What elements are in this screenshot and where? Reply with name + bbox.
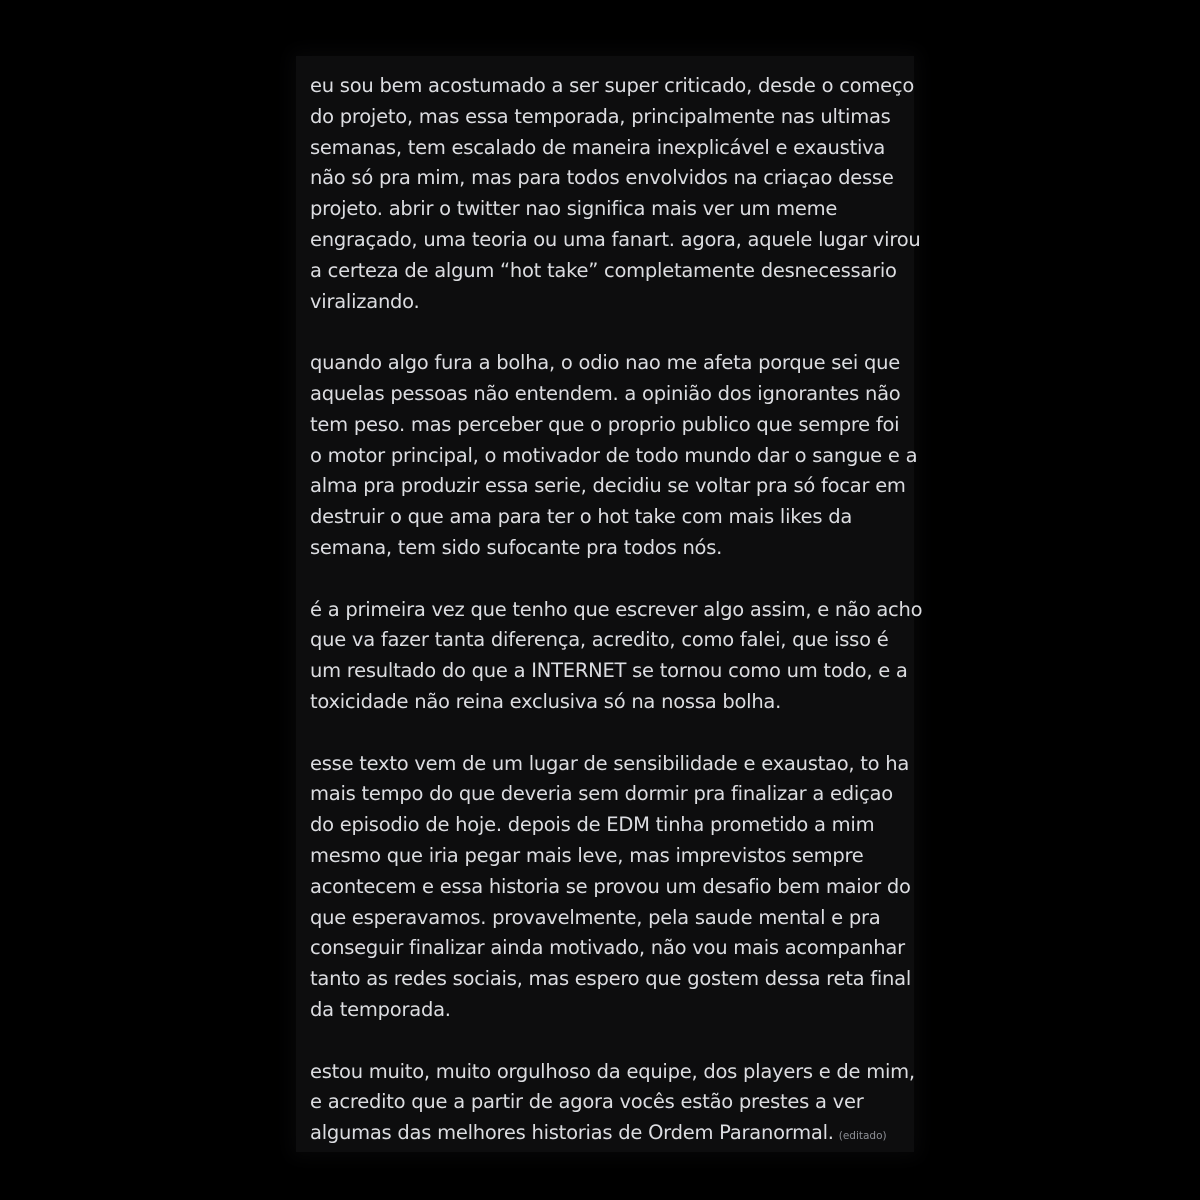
message-line: que va fazer tanta diferença, acredito, como falei, que isso é xyxy=(310,628,889,652)
message-line: projeto. abrir o twitter nao significa mais ver um meme xyxy=(310,197,838,221)
message-line: mais tempo do que deveria sem dormir pra finalizar a ediçao xyxy=(310,782,893,806)
message-line: a certeza de algum “hot take” completamente desnecessario xyxy=(310,258,897,282)
message-line: viralizando. xyxy=(310,289,420,313)
message-line: o motor principal, o motivador de todo mundo dar o sangue e a xyxy=(310,443,918,467)
message-line: que esperavamos. provavelmente, pela saude mental e pra xyxy=(310,905,881,929)
message-line: do projeto, mas essa temporada, principalmente nas ultimas xyxy=(310,104,891,128)
message-line: um resultado do que a INTERNET se tornou como um todo, e a xyxy=(310,659,908,683)
message-paragraph-3 xyxy=(310,595,923,718)
message-line: semanas, tem escalado de maneira inexplicável e exaustiva xyxy=(310,135,886,159)
message-paragraph-2 xyxy=(310,348,920,564)
message-paragraph-4 xyxy=(310,749,920,1026)
message-line: toxicidade não reina exclusiva só na nossa bolha. xyxy=(310,689,782,713)
message-line: do episodio de hoje. depois de EDM tinha prometido a mim xyxy=(310,813,875,837)
message-paragraph-5 xyxy=(310,1057,920,1152)
message-line: não só pra mim, mas para todos envolvidos na criaçao desse xyxy=(310,166,894,190)
message-line: aquelas pessoas não entendem. a opinião dos ignorantes não xyxy=(310,381,901,405)
message-line: da temporada. xyxy=(310,997,451,1021)
message-line: tanto as redes sociais, mas espero que gostem dessa reta final xyxy=(310,967,912,991)
message-line: conseguir finalizar ainda motivado, não vou mais acompanhar xyxy=(310,936,905,960)
message-line: eu sou bem acostumado a ser super criticado, desde o começo xyxy=(310,74,914,97)
edited-label: (editado) xyxy=(838,1130,887,1143)
message-line: acontecem e essa historia se provou um desafio bem maior do xyxy=(310,874,911,898)
message-line: alma pra produzir essa serie, decidiu se voltar pra só focar em xyxy=(310,474,906,498)
message-line: e acredito que a partir de agora vocês estão prestes a ver xyxy=(310,1090,864,1114)
message-line: esse texto vem de um lugar de sensibilidade e exaustao, to ha xyxy=(310,751,910,775)
message-line: estou muito, muito orgulhoso da equipe, dos players e de mim, xyxy=(310,1059,915,1083)
message-line: engraçado, uma teoria ou uma fanart. agora, aquele lugar virou xyxy=(310,227,921,251)
message-line: destruir o que ama para ter o hot take com mais likes da xyxy=(310,505,853,529)
message-last-line xyxy=(310,1118,920,1152)
message-line-text: algumas das melhores historias de Ordem Paranormal. xyxy=(310,1121,834,1145)
message-line: quando algo fura a bolha, o odio nao me afeta porque sei que xyxy=(310,351,901,375)
message-line: é a primeira vez que tenho que escrever algo assim, e não acho xyxy=(310,597,923,621)
message-paragraph-1 xyxy=(310,71,920,317)
message-line: semana, tem sido sufocante pra todos nós. xyxy=(310,535,723,559)
message-body[interactable] xyxy=(310,71,923,1152)
message-line: tem peso. mas perceber que o proprio publico que sempre foi xyxy=(310,412,900,436)
message-line: mesmo que iria pegar mais leve, mas imprevistos sempre xyxy=(310,843,864,867)
